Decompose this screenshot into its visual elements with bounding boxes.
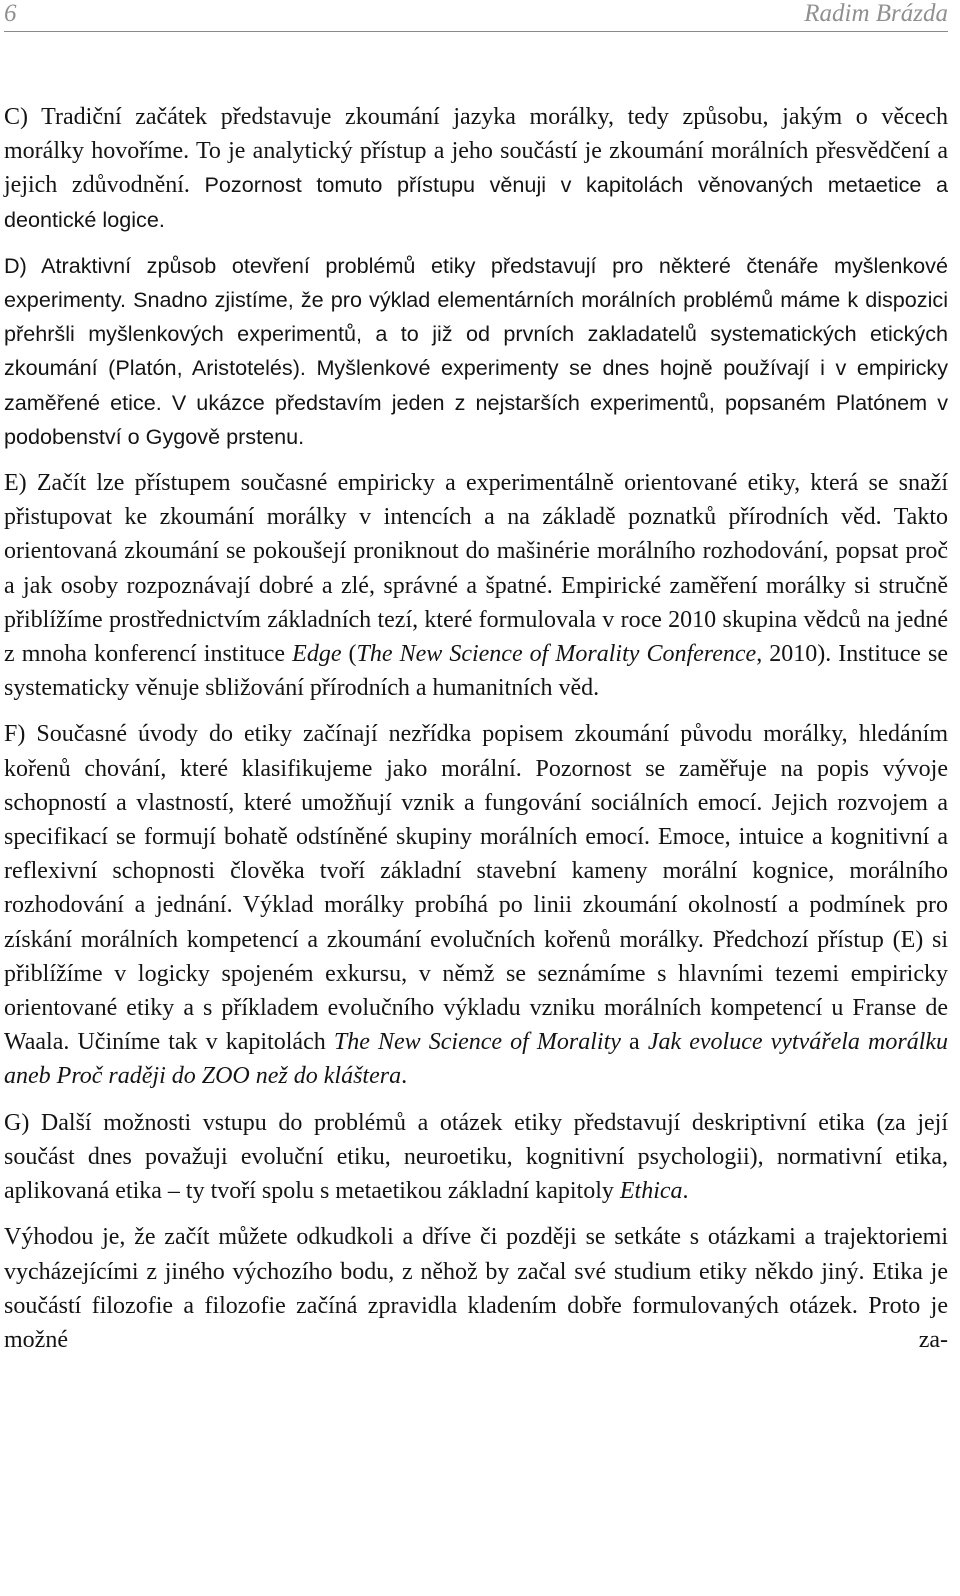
page-number: 6: [4, 0, 17, 27]
paragraph-d-tail: Snadno zjistíme, že pro výklad elementárních morálních problémů máme k dispozici přehršli myšlenkových experimentů, a to již od prvních zakladatelů systematických etických zkoumání (Platón, Aristotelés). Myšlenkové experimenty se dnes hojně používají i v empiricky zaměřené etice. V ukázce představím jeden z nejstarších experimentů, popsaném Platónem v podobenství o Gygově prstenu.: [4, 287, 948, 449]
paragraph-e: [4, 466, 948, 705]
paragraph-g-text-1: G) Další možnosti vstupu do problémů a otázek etiky představují deskriptivní etika (za její součást dnes považuji evoluční etiku, neuroetiku, kognitivní psychologii), normativní etika, aplikovaná etika – ty tvoří spolu s metaetikou základní kapitoly: [4, 1109, 948, 1205]
paragraph-f-italic-2: Jak evoluce vytvářela morálku aneb Proč raději do ZOO než do kláštera: [4, 1029, 949, 1090]
document-page: [4, 0, 948, 1369]
running-head: [4, 0, 948, 32]
paragraph-g-text-2: .: [682, 1178, 689, 1205]
paragraph-c: [4, 100, 948, 237]
paragraph-c-lead: C) Tradiční začátek představuje zkoumání jazyka morálky, tedy způsobu, jakým o věcech morálky hovoříme. To je analytický přístup a jeho součástí je zkoumání morálních přesvědčení a jejich zdůvodnění.: [4, 104, 948, 199]
paragraph-e-italic-1: Edge: [292, 641, 342, 668]
paragraph-e-text-3: , 2010). Instituce se systematicky věnuje sbližování přírodních a humanitních věd.: [4, 641, 948, 702]
paragraph-f-text-1: F) Současné úvody do etiky začínají nezřídka popisem zkoumání původu morálky, hledáním kořenů chování, které klasifikujeme jako morální. Pozornost se zaměřuje na popis vývoje schopností a vlastností, které umožňují vznik a fungování sociálních emocí. Jejich rozvojem a specifikací se formují bohatě odstíněné skupiny morálních emocí. Emoce, intuice a kognitivní a reflexivní schopnosti člověka tvoří základní stavební kameny morální kognice, morálního rozhodování a jednání. Výklad morálky probíhá po linii zkoumání okolností a podmínek pro získání morálních kompetencí a zkoumání evolučních kořenů morálky. Předchozí přístup (E) si přiblížíme v logicky spojeném exkursu, v němž se seznámíme s hlavními tezemi empiricky orientované etiky a s příkladem evolučního výkladu vzniku morálních kompetencí u Franse de Waala. Učiníme tak v kapitolách: [4, 721, 948, 1056]
body-text: [4, 100, 948, 1357]
paragraph-f: [4, 717, 948, 1093]
paragraph-f-italic-1: The New Science of Morality: [333, 1029, 621, 1056]
paragraph-g: [4, 1106, 948, 1209]
paragraph-e-italic-2: The New Science of Morality Conference: [356, 641, 757, 668]
paragraph-g-italic-1: Ethica: [619, 1178, 683, 1205]
running-head-author: Radim Brázda: [804, 0, 948, 27]
paragraph-e-text-2: (: [341, 641, 357, 668]
paragraph-d: [4, 249, 948, 454]
paragraph-c-tail: Pozornost tomuto přístupu věnuji v kapitolách věnovaných metaetice a deontické logice.: [4, 172, 949, 232]
paragraph-closing: [4, 1220, 948, 1357]
paragraph-e-text-1: E) Začít lze přístupem současné empiricky a experimentálně orientované etiky, která se snaží přistupovat ke zkoumání morálky v intencích a na základě poznatků přírodních věd. Takto orientovaná zkoumání se pokoušejí proniknout do mašinérie morálního rozhodování, popsat proč a jak osoby rozpoznávají dobré a zlé, správné a špatné. Empirické zaměření morálky si stručně přiblížíme prostřednictvím základních tezí, které formulovala v roce 2010 skupina vědců na jedné z mnoha konferencí instituce: [4, 470, 948, 668]
paragraph-f-text-3: .: [401, 1063, 408, 1090]
paragraph-closing-text: Výhodou je, že začít můžete odkudkoli a dříve či později se setkáte s otázkami a trajektoriemi vycházejícími z jiného výchozího bodu, z něhož by začal své studium etiky někdo jiný. Etika je součástí filozofie a filozofie začíná zpravidla kladením dobře formulovaných otázek. Proto je možné za-: [4, 1224, 948, 1353]
paragraph-f-text-2: a: [620, 1029, 648, 1056]
paragraph-d-lead: D) Atraktivní způsob otevření problémů etiky představují pro některé čtenáře myšlenkové experimenty.: [4, 252, 948, 313]
